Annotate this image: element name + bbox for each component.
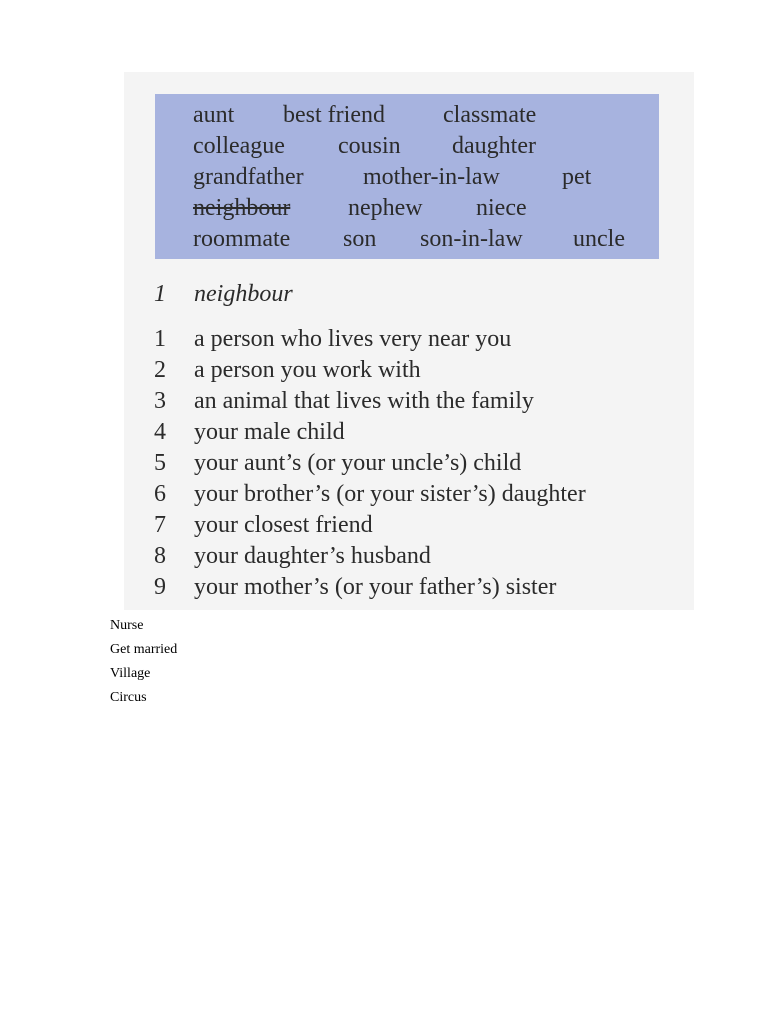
word: niece <box>476 195 527 221</box>
definition-text: your mother’s (or your father’s) sister <box>194 574 557 600</box>
note-line: Circus <box>110 690 147 705</box>
definition-text: your male child <box>194 419 345 445</box>
definition-item <box>154 417 674 448</box>
definition-text: your brother’s (or your sister’s) daughter <box>194 481 586 507</box>
definition-item <box>154 324 674 355</box>
word: son-in-law <box>420 226 523 252</box>
word-box <box>155 94 659 259</box>
definition-text: a person who lives very near you <box>194 326 512 352</box>
definition-item <box>154 510 674 541</box>
definition-item <box>154 479 674 510</box>
definition-item <box>154 386 674 417</box>
definition-item <box>154 448 674 479</box>
definition-text: a person you work with <box>194 357 421 383</box>
definition-text: an animal that lives with the family <box>194 388 534 414</box>
note-line: Nurse <box>110 618 144 633</box>
definition-text: your aunt’s (or your uncle’s) child <box>194 450 522 476</box>
word: best friend <box>283 102 385 128</box>
definition-number: 7 <box>154 512 166 538</box>
word: grandfather <box>193 164 304 190</box>
word: neighbour <box>193 195 291 221</box>
word: mother-in-law <box>363 164 500 190</box>
example-word: neighbour <box>194 281 293 307</box>
definition-item <box>154 355 674 386</box>
example-number: 1 <box>154 281 166 307</box>
worksheet-scan <box>124 72 694 610</box>
word: colleague <box>193 133 285 159</box>
word: nephew <box>348 195 423 221</box>
definition-text: your closest friend <box>194 512 373 538</box>
note-line: Get married <box>110 642 178 657</box>
definition-number: 9 <box>154 574 166 600</box>
definition-number: 8 <box>154 543 166 569</box>
word: aunt <box>193 102 235 128</box>
definition-number: 2 <box>154 357 166 383</box>
word: uncle <box>573 226 625 252</box>
word: cousin <box>338 133 401 159</box>
word: classmate <box>443 102 537 128</box>
definition-item <box>154 572 674 603</box>
definition-number: 4 <box>154 419 166 445</box>
definition-number: 1 <box>154 326 166 352</box>
definition-text: your daughter’s husband <box>194 543 431 569</box>
definition-number: 6 <box>154 481 166 507</box>
definition-item <box>154 541 674 572</box>
word: pet <box>562 164 592 190</box>
word: son <box>343 226 377 252</box>
definition-number: 3 <box>154 388 166 414</box>
word: daughter <box>452 133 536 159</box>
note-line: Village <box>110 666 151 681</box>
notes-list <box>110 614 177 710</box>
definition-list <box>154 324 674 603</box>
definition-number: 5 <box>154 450 166 476</box>
word: roommate <box>193 226 291 252</box>
